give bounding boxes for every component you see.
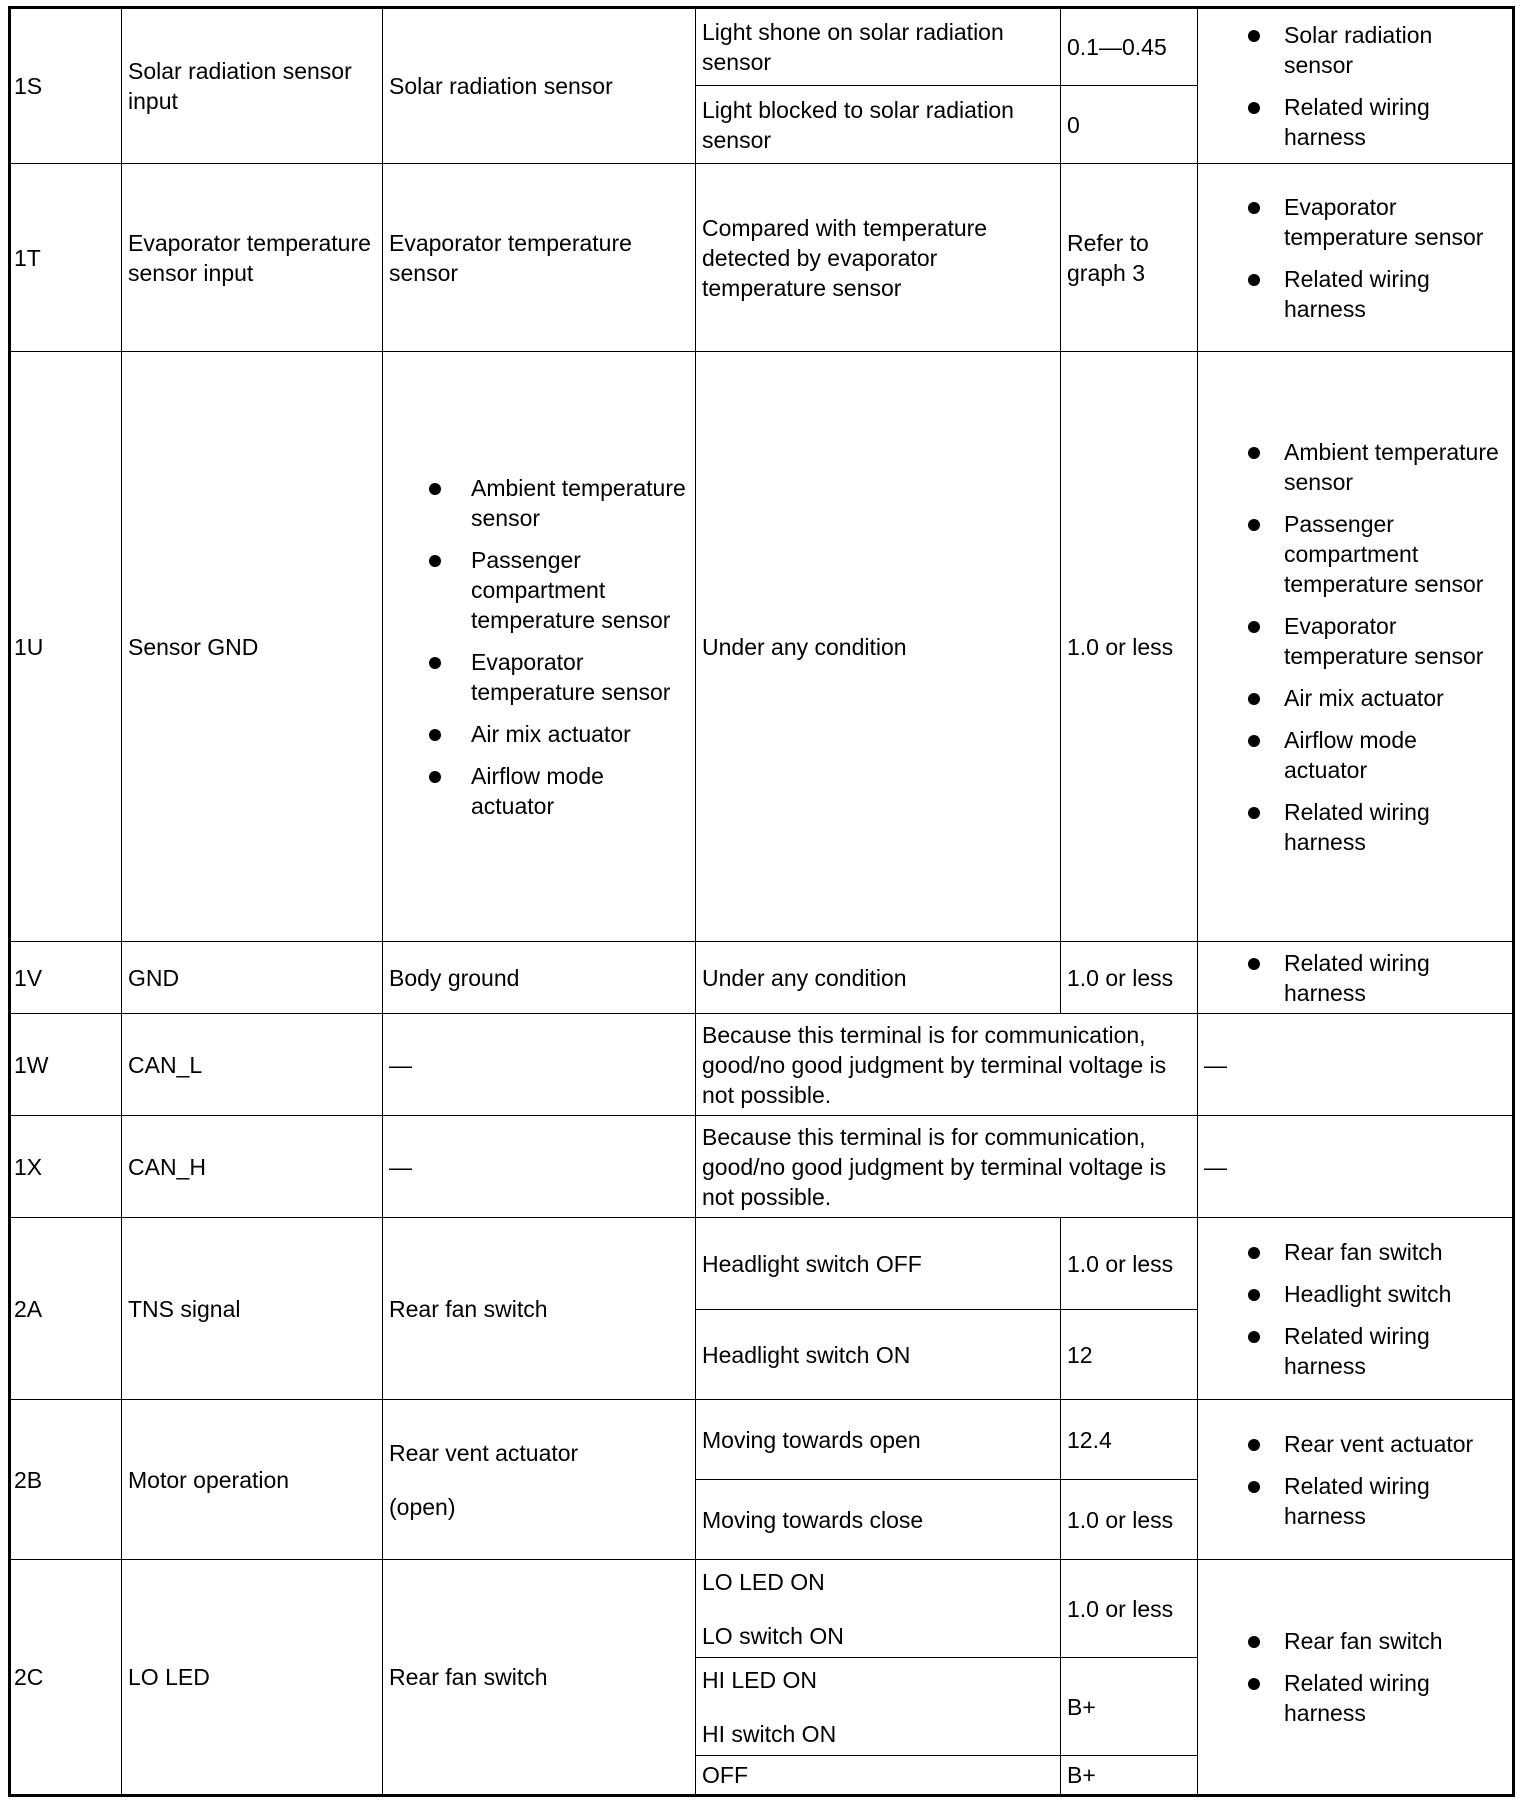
terminal-cell: 1S [10,8,122,164]
condition-cell: Headlight switch OFF [696,1218,1061,1310]
inspection-cell [1198,164,1514,352]
terminal-cell: 1V [10,942,122,1014]
inspection-cell: — [1198,1014,1514,1116]
bullet-icon [1248,202,1260,214]
part-cell: Rear fan switch [383,1560,696,1796]
part-cell: Solar radiation sensor [383,8,696,164]
list-item: Rear vent actuator [1204,1429,1506,1459]
part-cell: — [383,1116,696,1218]
condition-line: HI LED ON [702,1666,818,1693]
terminal-cell: 2A [10,1218,122,1400]
table-row [10,8,1514,86]
list-item: Ambient temperature sensor [389,473,689,533]
inspection-cell [1198,1218,1514,1400]
note-cell: Because this terminal is for communication, good/no good judgment by terminal voltage is not possible. [696,1116,1198,1218]
inspection-cell [1198,942,1514,1014]
table-row [10,942,1514,1014]
part-cell [383,1400,696,1560]
part-cell [383,352,696,942]
list-item: Related wiring harness [1204,92,1506,152]
value-cell: 12.4 [1061,1400,1198,1480]
condition-cell: Headlight switch ON [696,1310,1061,1400]
list-item: Evaporator temperature sensor [389,647,689,707]
bullet-icon [1248,1289,1260,1301]
item-cell: LO LED [122,1560,383,1796]
bullet-icon [1248,735,1260,747]
part-line: (open) [389,1493,456,1520]
inspection-cell [1198,8,1514,164]
list-item: Evaporator temperature sensor [1204,192,1506,252]
item-cell: CAN_H [122,1116,383,1218]
terminal-inspection-table [8,6,1515,1797]
bullet-icon [1248,274,1260,286]
list-item: Related wiring harness [1204,264,1506,324]
item-cell: Sensor GND [122,352,383,942]
bullet-icon [429,729,441,741]
condition-line: LO LED ON [702,1568,825,1595]
list-item: Passenger compartment temperature sensor [1204,509,1506,599]
bullet-icon [1248,1636,1260,1648]
value-cell: 1.0 or less [1061,1560,1198,1658]
inspection-cell [1198,1560,1514,1796]
terminal-cell: 1W [10,1014,122,1116]
table-row [10,352,1514,942]
bullet-icon [429,771,441,783]
part-line: Rear vent actuator [389,1439,579,1466]
bullet-icon [1248,519,1260,531]
inspection-cell [1198,1400,1514,1560]
table-row [10,1014,1514,1116]
table-row [10,164,1514,352]
bullet-icon [1248,958,1260,970]
item-cell: CAN_L [122,1014,383,1116]
value-cell: Refer to graph 3 [1061,164,1198,352]
list-item: Rear fan switch [1204,1626,1506,1656]
bullet-icon [429,555,441,567]
bullet-icon [1248,1247,1260,1259]
part-cell: Rear fan switch [383,1218,696,1400]
inspection-cell [1198,352,1514,942]
list-item: Airflow mode actuator [389,761,689,821]
value-cell: B+ [1061,1658,1198,1756]
value-cell: 1.0 or less [1061,1480,1198,1560]
terminal-cell: 1T [10,164,122,352]
bullet-icon [1248,447,1260,459]
value-cell: 0 [1061,86,1198,164]
list-item: Ambient temperature sensor [1204,437,1506,497]
terminal-cell: 1X [10,1116,122,1218]
terminal-cell: 1U [10,352,122,942]
condition-line: HI switch ON [702,1720,837,1747]
list-item: Evaporator temperature sensor [1204,611,1506,671]
table-row [10,1116,1514,1218]
condition-cell: Moving towards close [696,1480,1061,1560]
bullet-icon [1248,1678,1260,1690]
condition-line: LO switch ON [702,1622,844,1649]
terminal-cell: 2B [10,1400,122,1560]
list-item: Related wiring harness [1204,1321,1506,1381]
condition-cell [696,1560,1061,1658]
item-cell: Solar radiation sensor input [122,8,383,164]
condition-cell: OFF [696,1756,1061,1796]
list-item: Passenger compartment temperature sensor [389,545,689,635]
bullet-icon [429,483,441,495]
part-cell: — [383,1014,696,1116]
condition-cell: Under any condition [696,352,1061,942]
inspection-cell: — [1198,1116,1514,1218]
bullet-icon [1248,693,1260,705]
condition-cell: Compared with temperature detected by evaporator temperature sensor [696,164,1061,352]
bullet-icon [1248,1331,1260,1343]
value-cell: B+ [1061,1756,1198,1796]
list-item: Solar radiation sensor [1204,20,1506,80]
terminal-cell: 2C [10,1560,122,1796]
part-cell: Evaporator temperature sensor [383,164,696,352]
bullet-icon [429,657,441,669]
bullet-icon [1248,30,1260,42]
bullet-icon [1248,807,1260,819]
value-cell: 0.1—0.45 [1061,8,1198,86]
bullet-icon [1248,102,1260,114]
table-row [10,1400,1514,1480]
list-item: Air mix actuator [1204,683,1506,713]
table-row [10,1218,1514,1310]
value-cell: 1.0 or less [1061,942,1198,1014]
note-cell: Because this terminal is for communication, good/no good judgment by terminal voltage is not possible. [696,1014,1198,1116]
item-cell: GND [122,942,383,1014]
item-cell: Evaporator temperature sensor input [122,164,383,352]
bullet-icon [1248,621,1260,633]
condition-cell: Light shone on solar radiation sensor [696,8,1061,86]
list-item: Air mix actuator [389,719,689,749]
table-row [10,1560,1514,1658]
list-item: Related wiring harness [1204,1471,1506,1531]
item-cell: TNS signal [122,1218,383,1400]
value-cell: 12 [1061,1310,1198,1400]
condition-cell: Moving towards open [696,1400,1061,1480]
list-item: Related wiring harness [1204,1668,1506,1728]
part-cell: Body ground [383,942,696,1014]
condition-cell [696,1658,1061,1756]
bullet-icon [1248,1481,1260,1493]
list-item: Headlight switch [1204,1279,1506,1309]
condition-cell: Light blocked to solar radiation sensor [696,86,1061,164]
bullet-icon [1248,1439,1260,1451]
list-item: Related wiring harness [1204,797,1506,857]
list-item: Related wiring harness [1204,948,1506,1008]
list-item: Rear fan switch [1204,1237,1506,1267]
value-cell: 1.0 or less [1061,352,1198,942]
condition-cell: Under any condition [696,942,1061,1014]
value-cell: 1.0 or less [1061,1218,1198,1310]
item-cell: Motor operation [122,1400,383,1560]
list-item: Airflow mode actuator [1204,725,1506,785]
